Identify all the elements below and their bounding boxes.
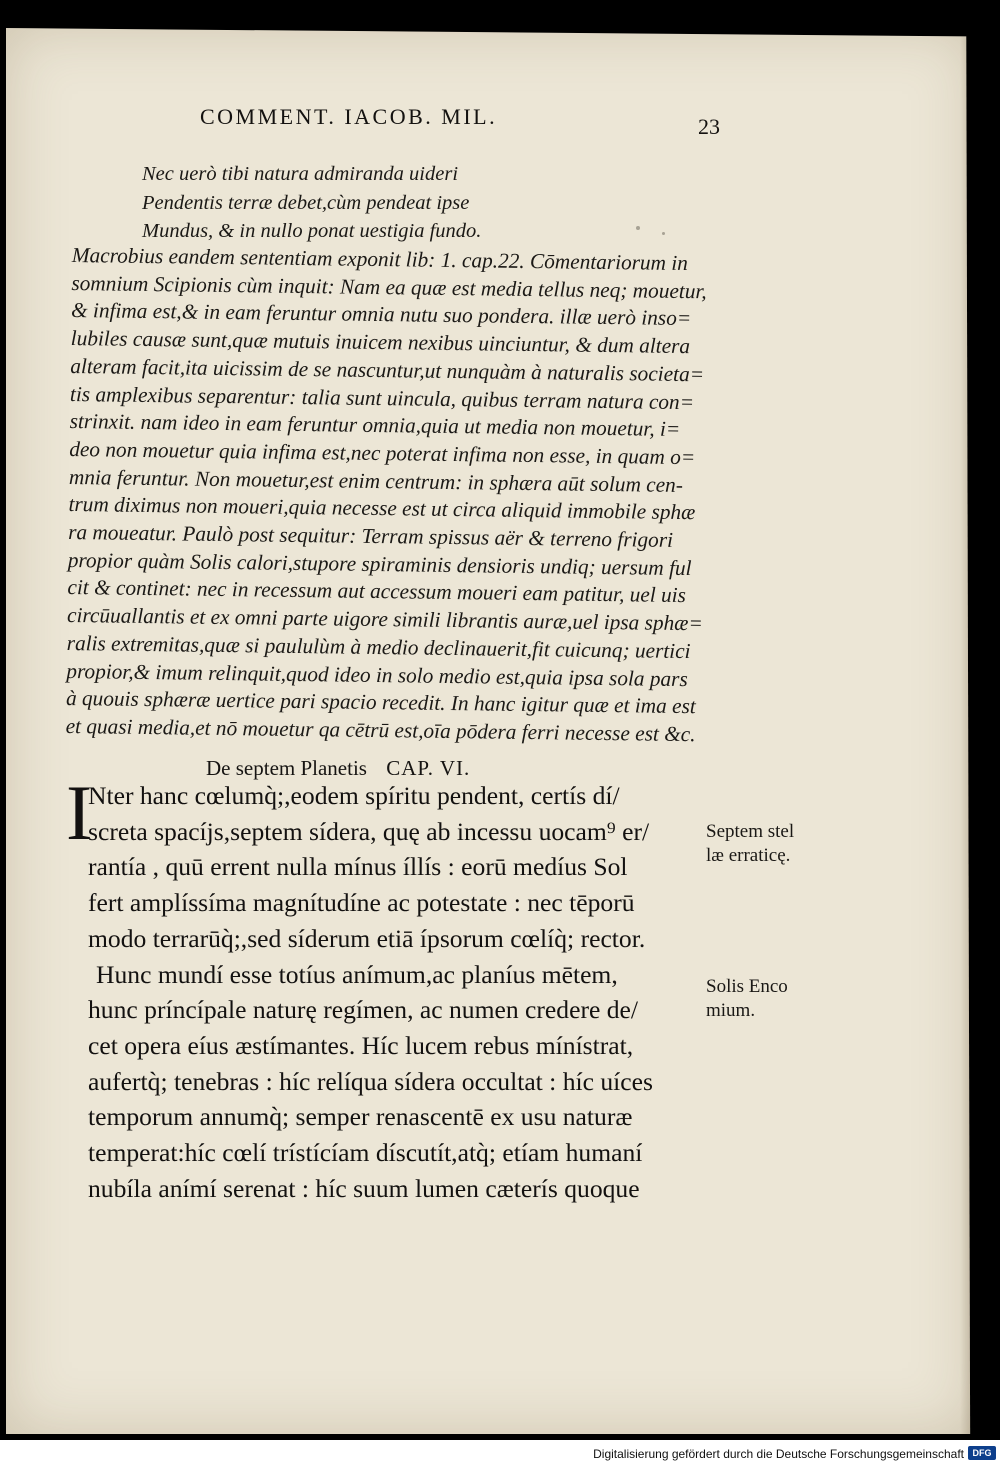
- body-line: Hunc mundí esse totíus anímum,ac planíus mētem,: [96, 959, 618, 989]
- commentary-line: strinxit. nam ideo in eam feruntur omnia,quia ut media non mouetur, i=: [69, 409, 681, 442]
- main-text-block: [88, 778, 653, 1206]
- commentary-line: lubiles causæ sunt,quæ mutuis inuicem nexibus uinciuntur, & dum altera: [70, 326, 691, 359]
- quoted-verse: [142, 160, 481, 246]
- body-line: aufertq̀; tenebras : híc relíqua sídera occultat : híc uíces: [88, 1066, 653, 1096]
- body-line: nubíla anímí serenat : híc suum lumen cæterís quoque: [88, 1173, 640, 1203]
- verse-line: Mundus, & in nullo ponat uestigia fundo.: [142, 220, 482, 242]
- commentary-line: cit & continet: nec in recessum aut accessum moueri eam patitur, uel uis: [67, 575, 687, 608]
- commentary-line: deo non mouetur quia infima est,nec poterat infima non esse, in quam o=: [69, 436, 696, 470]
- commentary-line: ra moueatur. Paulò post sequitur: Terram spissus aër & terreno frigori: [68, 520, 674, 552]
- margin-note-line: mium.: [706, 1000, 756, 1021]
- commentary-line: alteram facit,ita uicissim de se nascuntur,ut nunquàm à naturalis societa=: [70, 353, 705, 387]
- dfg-logo-icon: DFG: [968, 1446, 996, 1460]
- commentary-line: trum diximus non moueri,quia necesse est ut circa aliquid immobile sphæ: [68, 492, 696, 525]
- chapter-title: De septem Planetis: [206, 756, 367, 780]
- margin-note-solis-encomium: [706, 975, 788, 1023]
- verse-line: Pendentis terræ debet,cùm pendeat ipse: [142, 191, 470, 214]
- margin-note-line: Septem stel: [706, 821, 795, 842]
- page-number: 23: [698, 114, 720, 139]
- chapter-number: CAP. VI.: [386, 756, 471, 780]
- body-line: modo terrarūq̀;,sed síderum etiā ípsorum cœlíq̀; rector.: [88, 923, 646, 953]
- commentary-line: ralis extremitas,quæ si paululùm à medio declinauerit,fit cuicunq; uertici: [66, 630, 691, 663]
- margin-note-line: Solis Enco: [706, 976, 788, 997]
- ink-spot: [636, 226, 640, 230]
- running-title: COMMENT. IACOB. MIL.: [200, 104, 498, 129]
- commentary-line: & infima est,& in eam feruntur omnia nutu suo pondera. illæ uerò inso=: [70, 298, 692, 331]
- commentary-block: [65, 242, 707, 749]
- commentary-line: somnium Scipionis cùm inquit: Nam ea quæ est media tellus neq; mouetur,: [71, 270, 707, 304]
- commentary-line: tis amplexibus separentur: talia sunt uincula, quibus terram natura con=: [69, 381, 695, 414]
- margin-note-line: læ erraticę.: [706, 845, 791, 866]
- commentary-line: circūuallantis et ex omni parte uigore simili librantis auræ,uel ipsa sphæ=: [66, 603, 703, 636]
- body-line: Nter hanc cœlumq̀;,eodem spíritu pendent, certís dí/: [88, 781, 620, 810]
- commentary-line: propior,& imum relinquit,quod ideo in solo medio est,quia ipsa sola pars: [66, 658, 688, 691]
- margin-note-septem-stellae: [706, 820, 794, 868]
- commentary-line: mnia feruntur. Non mouetur,est enim centrum: in sphæra aūt solum cen-: [68, 464, 684, 497]
- body-line: cet opera eíus æstímantes. Híc lucem rebus mínístrat,: [88, 1030, 634, 1060]
- commentary-line: Macrobius eandem sententiam exponit lib: 1. cap.22. Cōmentariorum in: [71, 242, 689, 276]
- body-line: temperat:híc cœlí trístícíam díscutít,atq̀; etíam humaní: [88, 1138, 643, 1168]
- commentary-line: et quasi media,et nō mouetur qa cētrū est,oīa pōdera ferri necesse est &c.: [65, 713, 696, 747]
- body-line: rantía , quū errent nulla mínus íllís : eorū medíus Sol: [88, 852, 628, 882]
- funding-credit: Digitalisierung gefördert durch die Deutsche Forschungsgemeinschaft: [593, 1447, 964, 1461]
- body-line: temporum annumq̀; semper renascentē ex usu naturæ: [88, 1102, 633, 1132]
- verse-line: Nec uerò tibi natura admiranda uideri: [142, 163, 459, 185]
- commentary-line: propior quàm Solis calori,stupore spiraminis densioris undiq; uersum ful: [67, 547, 692, 580]
- commentary-line: à quouis sphæræ uertice pari spacio recedit. In hanc igitur quæ et ima est: [65, 686, 696, 719]
- ink-spot: [662, 232, 665, 235]
- page-edge-shadow: [960, 28, 974, 1434]
- body-line: fert amplíssíma magnítudíne ac potestate : nec tēporū: [88, 888, 635, 918]
- body-line: hunc príncípale naturę regímen, ac numen credere de/: [88, 995, 638, 1025]
- body-line: screta spacíjs,septem sídera, quę ab incessu uocam⁹ er/: [88, 816, 650, 846]
- drop-capital: I: [66, 769, 92, 856]
